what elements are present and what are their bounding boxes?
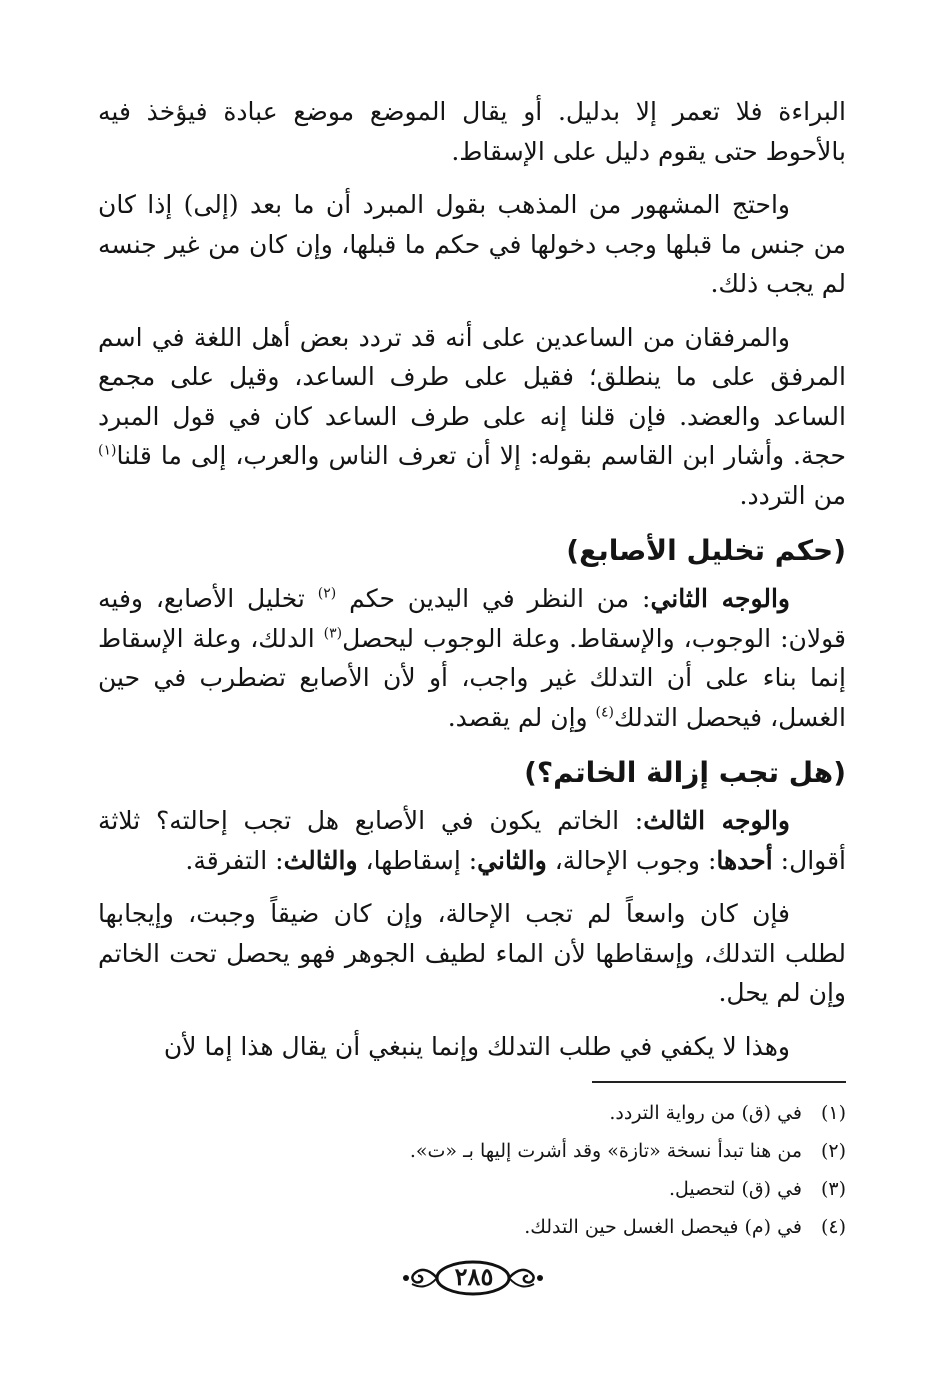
- paragraph-text: تخليل الأصابع، وفيه قولان: الوجوب، والإسقاط. وعلة الوجوب ليحصل: [98, 584, 846, 653]
- footnote: [200, 1094, 846, 1132]
- footnote-ref: (١): [98, 442, 117, 459]
- paragraph-text: : التفرقة.: [185, 845, 284, 875]
- paragraph: البراءة فلا تعمر إلا بدليل. أو يقال الموضع موضع عبادة فيؤخذ فيه بالأحوط حتى يقوم دليل على الإسقاط.: [98, 97, 846, 166]
- footnote-number: (١): [820, 1102, 846, 1124]
- footnote: [200, 1208, 846, 1246]
- paragraph: وهذا لا يكفي في طلب التدلك وإنما ينبغي أن يقال هذا إما لأن: [163, 1031, 790, 1061]
- footnote-divider: [592, 1081, 846, 1083]
- footnote-text: في (ق) من رواية التردد.: [609, 1102, 802, 1124]
- paragraph-text: والمرفقان من الساعدين على أنه قد تردد بعض أهل اللغة في اسم المرفق على ما ينطلق؛ فقيل على طرف الساعد، وقيل على مجمع الساعد والعضد. فإن قلنا إنه على طرف الساعد كان في قول المبرد حجة. وأشار ابن القاسم بقوله: إلا أن تعرف الناس والعرب، إلى ما قلنا: [98, 322, 846, 470]
- footnotes: [200, 1094, 846, 1246]
- footnote: [200, 1170, 846, 1208]
- paragraph-text: وإن لم يقصد.: [447, 702, 596, 732]
- footnote-ref: (٣): [323, 625, 343, 642]
- bold-lead: والوجه الثالث: [643, 806, 790, 835]
- paragraph: [98, 579, 846, 737]
- main-text: [98, 92, 846, 1080]
- footnote-number: (٣): [820, 1178, 846, 1200]
- paragraph: [98, 318, 846, 516]
- footnote-ref: (٤): [595, 704, 615, 721]
- paragraph: واحتج المشهور من المذهب بقول المبرد أن ما بعد (إلى) إذا كان من جنس ما قبلها وجب دخولها في حكم ما قبلها، وإن كان من غير جنسه لم يجب ذلك.: [98, 190, 846, 298]
- section-heading: (حكم تخليل الأصابع): [566, 534, 846, 567]
- paragraph-text: : وجوب الإحالة،: [546, 845, 717, 875]
- footnote-text: في (م) فيحصل الغسل حين التدلك.: [524, 1216, 802, 1238]
- section-heading: (هل تجب إزالة الخاتم؟): [524, 756, 846, 789]
- footnote-text: في (ق) لتحصيل.: [669, 1178, 802, 1200]
- footnote-number: (٢): [820, 1140, 846, 1162]
- paragraph-text: الدلك، وعلة الإسقاط إنما بناء على أن التدلك غير واجب، أو لأن الأصابع تضطرب في حين الغسل، فيحصل التدلك: [98, 623, 846, 732]
- footnote-text: من هنا تبدأ نسخة «تازة» وقد أشرت إليها بـ «ت».: [409, 1140, 802, 1162]
- page-number: ٢٨٥: [454, 1262, 494, 1291]
- bold-term: أحدها: [716, 845, 773, 875]
- bold-term: والثاني: [477, 845, 547, 875]
- paragraph-text: من التردد.: [739, 480, 846, 510]
- paragraph-text: : إسقاطها،: [357, 845, 478, 875]
- paragraph: [98, 801, 846, 880]
- footnote-ref: (٢): [317, 585, 337, 602]
- paragraph-text: : الخاتم يكون في الأصابع هل تجب إحالته؟ ثلاثة أقوال:: [98, 806, 846, 875]
- paragraph: فإن كان واسعاً لم تجب الإحالة، وإن كان ضيقاً وجبت، وإيجابها لطلب التدلك، وإسقاطها لأن الماء لطيف الجوهر فهو يحصل تحت الخاتم وإن لم يحل.: [98, 899, 846, 1007]
- bold-lead: والوجه الثاني: [650, 584, 791, 613]
- paragraph-text: : من النظر في اليدين حكم: [336, 584, 651, 613]
- bold-term: والثالث: [283, 845, 358, 875]
- footnote-number: (٤): [820, 1216, 846, 1238]
- footnote: [200, 1132, 846, 1170]
